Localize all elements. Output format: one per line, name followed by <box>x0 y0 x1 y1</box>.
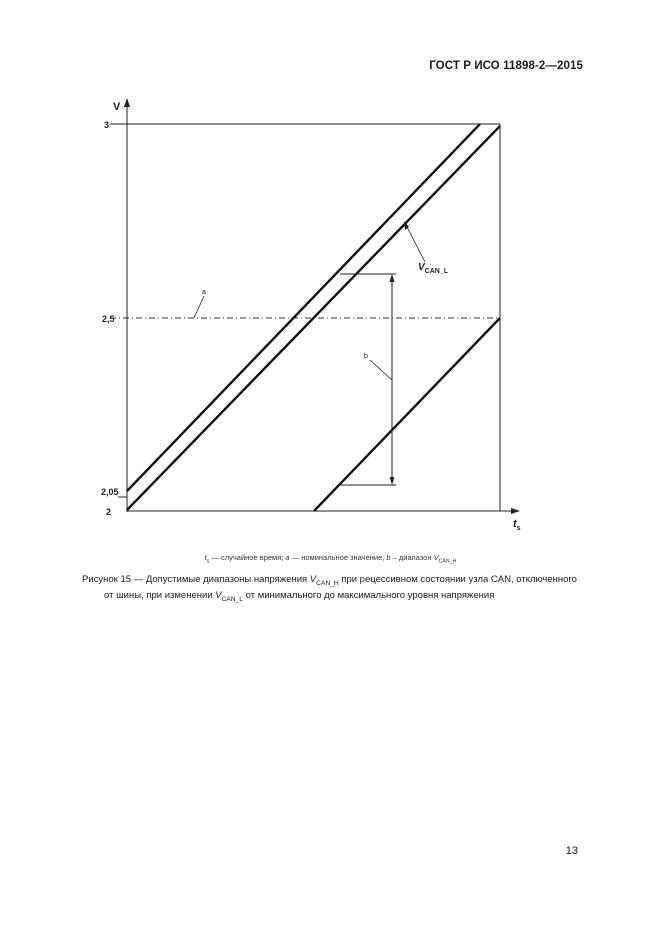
legend-a-symbol: a <box>285 553 290 562</box>
caption-line-2 <box>82 590 582 606</box>
page-number: 13 <box>565 845 578 857</box>
diagonal-line-upper <box>127 124 480 491</box>
x-axis-arrow <box>511 508 520 514</box>
legend-v-symbol: V <box>433 553 439 562</box>
annotation-a: a <box>202 289 206 296</box>
y-tick-2-05: 2,05 <box>101 487 119 497</box>
caption-text-2: при рецессивном состоянии узла CAN, отключенного <box>338 574 577 585</box>
vcanl-leader-line <box>406 225 425 262</box>
y-tick-2: 2 <box>106 507 112 517</box>
caption-line-1 <box>82 574 582 590</box>
diagonal-line-lower <box>314 318 500 511</box>
caption-text-4: от минимального до максимального уровня напряжения <box>243 589 495 601</box>
legend-t-symbol: t <box>204 553 207 562</box>
curve-label-vcanl: $V_{CAN\_L}$ <box>418 262 449 275</box>
caption-v2-sub: CAN_L <box>221 595 243 603</box>
figure-caption <box>82 574 582 606</box>
document-header: ГОСТ Р ИСО 11898-2—2015 <box>429 60 583 72</box>
caption-text-1: Рисунок 15 — Допустимые диапазоны напряжения <box>82 574 310 585</box>
legend-b-symbol: b <box>386 553 391 562</box>
caption-v2: V <box>215 589 222 601</box>
a-leader-line <box>194 296 204 318</box>
x-axis-label: $t_s$ <box>513 518 521 532</box>
range-b-arrow-up <box>390 274 395 282</box>
legend-v-sub: CAN_H <box>438 558 457 565</box>
legend-t-sub: s <box>206 558 210 565</box>
figure-legend <box>0 553 661 565</box>
y-axis-arrow <box>124 98 130 107</box>
b-leader-line <box>370 360 392 380</box>
caption-text-3: от шины, при изменении <box>104 589 216 601</box>
range-b-arrow-down <box>390 477 395 485</box>
y-tick-2-5: 2,5 <box>102 314 115 324</box>
y-axis-label: V <box>113 101 121 113</box>
y-tick-3: 3 <box>104 120 110 130</box>
caption-v1: V <box>309 574 317 585</box>
legend-t-desc: — случайное время; <box>209 553 286 562</box>
annotation-b: b <box>364 353 368 360</box>
legend-b-desc: – диапазон <box>390 553 434 562</box>
caption-v1-sub: CAN_H <box>316 579 339 587</box>
legend-a-desc: — номинальное значение, <box>289 553 387 562</box>
